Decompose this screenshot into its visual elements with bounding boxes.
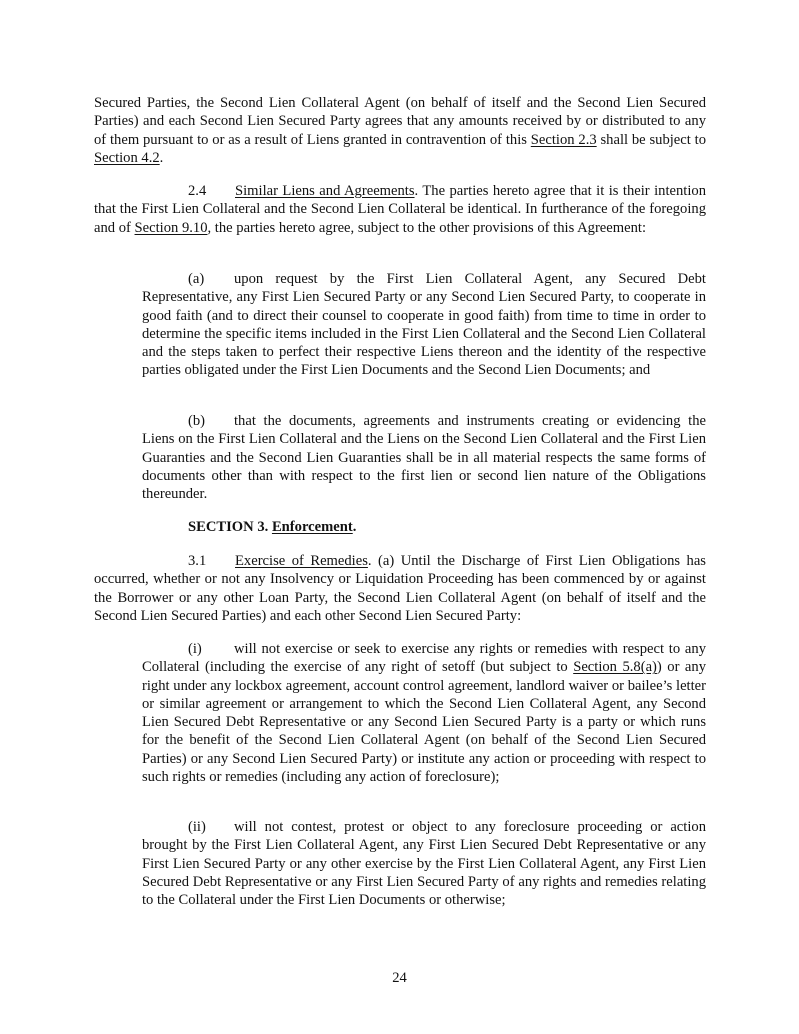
clause-3-1-i-label: (i) xyxy=(188,641,202,657)
section-9-10-reference: Section 9.10 xyxy=(134,219,208,236)
section-2-4-text: . The parties hereto agree that it is their intention that the First Lien Collateral and the Second Lien Collateral be identical. In furtherance of the foregoing and of xyxy=(94,183,706,236)
section-3-title: Enforcement xyxy=(271,519,353,535)
section-3-1-heading: Exercise of Remedies xyxy=(235,553,368,569)
intro-text-2: shall be subject to xyxy=(596,131,707,148)
section-3-1-paragraph xyxy=(94,552,706,625)
clause-3-1-i-text: will not exercise or seek to exercise any rights or remedies with respect to any Collateral (including the exercise of any right of setoff (but subject to xyxy=(142,641,706,676)
section-3-1-text: . (a) Until the Discharge of First Lien Obligations has occurred, whether or not any Insolvency or Liquidation Proceeding has been commenced by or against the Borrower or any other Loan Party, the Second Lien Collateral Agent (on behalf of itself and the Second Lien Secured Parties) and each other Second Lien Secured Party: xyxy=(94,553,706,624)
clause-2-4-b-text: that the documents, agreements and instruments creating or evidencing the Liens on the First Lien Collateral and the Liens on the Second Lien Collateral and the First Lien Guaranties and the Second Lien Guaranties shall be in all material respects the same forms of documents other than with respect to the first lien or second lien nature of the Obligations thereunder. xyxy=(142,413,706,503)
section-3-1-number: 3.1 xyxy=(188,553,207,569)
intro-text: Secured Parties, the Second Lien Collateral Agent (on behalf of itself and the Second Lien Secured Parties) and each Second Lien Secured Party agrees that any amounts received by or distributed to any of them pursuant to or as a result of Liens granted in contravention of this xyxy=(94,95,706,148)
clause-3-1-ii-text: will not contest, protest or object to any foreclosure proceeding or action brought by the First Lien Collateral Agent, any First Lien Secured Debt Representative or any First Lien Secured Party or any other exercise by the First Lien Collateral Agent, any First Lien Secured Debt Representative or any First Lien Secured Party of any rights and remedies relating to the Collateral under the First Lien Documents or otherwise; xyxy=(142,819,706,909)
intro-paragraph xyxy=(94,94,706,167)
section-3-prefix: SECTION 3. xyxy=(188,519,272,535)
clause-3-1-i-text-2: ) or any right under any lockbox agreement, account control agreement, landlord waiver or bailee’s letter or similar agreement or arrangement to which the Second Lien Collateral Agent, any Second Lien Secured Debt Representative or any Second Lien Secured Party is a party or which runs for the benefit of the Second Lien Collateral Agent (on behalf of the Second Lien Secured Parties) or any Second Lien Secured Party) or institute any action or proceeding with respect to such rights or remedies (including any action of foreclosure); xyxy=(142,659,706,786)
page-number: 24 xyxy=(392,970,407,986)
clause-2-4-a xyxy=(142,270,706,380)
clause-2-4-b-label: (b) xyxy=(188,413,206,429)
clause-2-4-b xyxy=(142,412,706,503)
section-3-suffix: . xyxy=(352,519,357,535)
clause-2-4-a-text: upon request by the First Lien Collateral Agent, any Secured Debt Representative, any First Lien Secured Party or any Second Lien Secured Party, to cooperate in good faith (and to direct their counsel to cooperate in good faith) from time to time in order to determine the specific items included in the First Lien Collateral and the Second Lien Collateral and the steps taken to perfect their respective Liens thereon and the identity of the respective parties obligated under the First Lien Documents and the Second Lien Documents; and xyxy=(142,271,706,379)
section-5-8-a-reference: Section 5.8(a) xyxy=(573,659,657,676)
clause-3-1-ii-label: (ii) xyxy=(188,819,206,835)
clause-3-1-ii xyxy=(142,818,706,909)
section-3-heading xyxy=(188,518,588,536)
section-2-4-heading: Similar Liens and Agreements xyxy=(235,183,415,199)
section-4-2-reference: Section 4.2 xyxy=(94,149,160,166)
section-2-4-text-2: , the parties hereto agree, subject to the other provisions of this Agreement: xyxy=(207,219,646,236)
clause-3-1-i xyxy=(142,640,706,786)
clause-2-4-a-label: (a) xyxy=(188,271,205,287)
section-2-4-paragraph xyxy=(94,182,706,237)
intro-text-3: . xyxy=(159,149,164,166)
section-2-4-number: 2.4 xyxy=(188,183,207,199)
section-2-3-reference: Section 2.3 xyxy=(530,131,597,148)
